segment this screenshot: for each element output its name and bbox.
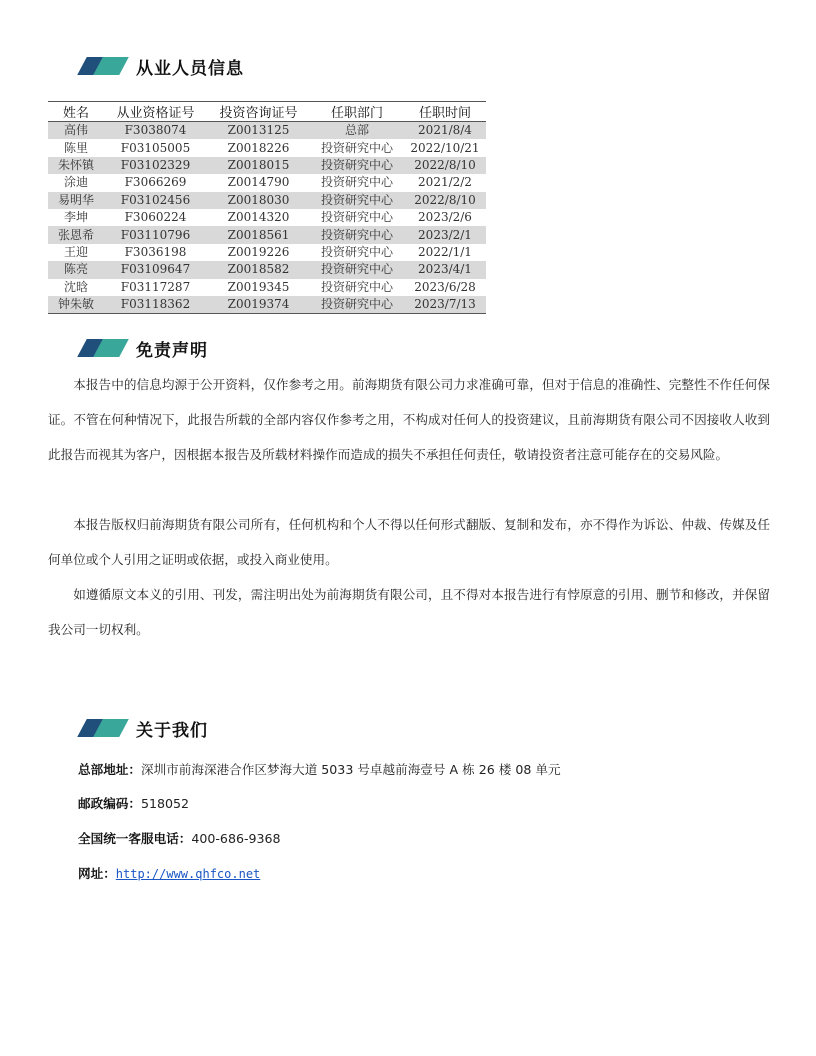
staff-table (48, 101, 486, 314)
cell-department: 投资研究中心 (320, 175, 393, 190)
cell-name: 沈晗 (63, 279, 88, 294)
cell-department: 投资研究中心 (320, 279, 393, 294)
cell-qualification-id: F3038074 (104, 122, 207, 140)
about-section-header (80, 716, 208, 740)
hotline-value: 400-686-9368 (191, 831, 281, 846)
cell-name: 王迎 (63, 244, 88, 259)
cell-department: 投资研究中心 (320, 210, 393, 225)
staff-section-header (80, 54, 244, 78)
table-row (48, 279, 486, 296)
cell-name: 张恩希 (48, 226, 104, 243)
header-consulting-id: 投资咨询证号 (207, 102, 310, 122)
header-department: 任职部门 (310, 102, 404, 122)
cell-consulting-id: Z0018030 (207, 192, 310, 209)
cell-department: 投资研究中心 (310, 261, 404, 278)
disclaimer-paragraph-2: 本报告版权归前海期货有限公司所有，任何机构和个人不得以任何形式翻版、复制和发布，亦不得作为诉讼、仲裁、传媒及任何单位或个人引用之证明或依据，或投入商业使用。 (48, 517, 770, 567)
cell-department: 投资研究中心 (320, 140, 393, 155)
hotline-label: 全国统一客服电话： (78, 831, 192, 846)
postcode-line (78, 793, 189, 812)
cell-qualification-id: F03117287 (120, 279, 191, 294)
cell-start-date: 2023/2/6 (418, 210, 472, 225)
table-row (48, 174, 486, 191)
cell-department: 投资研究中心 (310, 226, 404, 243)
cell-start-date: 2022/10/21 (410, 140, 480, 155)
section-bars-icon (80, 719, 126, 737)
header-name: 姓名 (48, 102, 104, 122)
cell-start-date: 2023/7/13 (404, 296, 486, 314)
table-row (48, 261, 486, 278)
cell-start-date: 2023/6/28 (414, 279, 476, 294)
cell-department: 投资研究中心 (310, 192, 404, 209)
cell-qualification-id: F03102329 (104, 157, 207, 174)
cell-qualification-id: F03102456 (104, 192, 207, 209)
postcode-value: 518052 (140, 796, 190, 811)
cell-consulting-id: Z0013125 (207, 122, 310, 140)
cell-name: 钟朱敏 (48, 296, 104, 314)
cell-name: 易明华 (48, 192, 104, 209)
cell-department: 投资研究中心 (310, 157, 404, 174)
cell-name: 陈亮 (48, 261, 104, 278)
disclaimer-paragraph-3: 如遵循原文本义的引用、刊发，需注明出处为前海期货有限公司，且不得对本报告进行有悖原意的引用、删节和修改，并保留我公司一切权利。 (48, 587, 770, 637)
cell-qualification-id: F3066269 (124, 175, 187, 190)
cell-qualification-id: F3036198 (124, 244, 187, 259)
staff-section-title: 从业人员信息 (136, 58, 244, 79)
disclaimer-title: 免责声明 (136, 340, 208, 361)
table-row (48, 226, 486, 243)
cell-start-date: 2023/2/1 (404, 226, 486, 243)
table-row (48, 122, 486, 140)
cell-consulting-id: Z0014790 (227, 175, 290, 190)
table-row (48, 296, 486, 314)
cell-start-date: 2022/8/10 (404, 157, 486, 174)
cell-name: 朱怀镇 (48, 157, 104, 174)
cell-consulting-id: Z0018582 (207, 261, 310, 278)
header-start-date: 任职时间 (404, 102, 486, 122)
cell-department: 投资研究中心 (310, 296, 404, 314)
cell-name: 高伟 (48, 122, 104, 140)
table-row (48, 192, 486, 209)
cell-start-date: 2021/2/2 (418, 175, 472, 190)
cell-start-date: 2022/8/10 (404, 192, 486, 209)
cell-start-date: 2023/4/1 (404, 261, 486, 278)
staff-table-header-row (48, 102, 486, 122)
cell-consulting-id: Z0019345 (227, 279, 290, 294)
cell-qualification-id: F03109647 (104, 261, 207, 278)
header-qualification-id: 从业资格证号 (104, 102, 207, 122)
website-line (78, 863, 260, 882)
table-row (48, 244, 486, 261)
section-bars-icon (80, 339, 126, 357)
address-label: 总部地址： (78, 762, 141, 777)
cell-department: 总部 (310, 122, 404, 140)
cell-name: 涂迪 (63, 175, 88, 190)
table-row (48, 157, 486, 174)
address-value: 深圳市前海深港合作区梦海大道 5033 号卓越前海壹号 A 栋 26 楼 08 单元 (140, 762, 561, 777)
cell-consulting-id: Z0018561 (207, 226, 310, 243)
table-row (48, 209, 486, 226)
cell-consulting-id: Z0019226 (227, 244, 290, 259)
section-bars-icon (80, 57, 126, 75)
cell-consulting-id: Z0014320 (227, 210, 290, 225)
cell-department: 投资研究中心 (320, 244, 393, 259)
table-row (48, 139, 486, 156)
cell-consulting-id: Z0018015 (207, 157, 310, 174)
about-title: 关于我们 (136, 720, 208, 741)
cell-name: 陈里 (63, 140, 88, 155)
cell-start-date: 2021/8/4 (404, 122, 486, 140)
cell-start-date: 2022/1/1 (418, 244, 472, 259)
website-link[interactable]: http://www.qhfco.net (115, 867, 261, 881)
cell-qualification-id: F03118362 (104, 296, 207, 314)
cell-qualification-id: F03110796 (104, 226, 207, 243)
cell-consulting-id: Z0018226 (227, 140, 290, 155)
disclaimer-section-header (80, 336, 208, 360)
cell-qualification-id: F03105005 (120, 140, 191, 155)
hotline-line (78, 828, 281, 847)
disclaimer-paragraph-1: 本报告中的信息均源于公开资料，仅作参考之用。前海期货有限公司力求准确可靠，但对于信息的准确性、完整性不作任何保证。不管在何种情况下，此报告所载的全部内容仅作参考之用，不构成对任何人的投资建议，且前海期货有限公司不因接收人收到此报告而视其为客户，因根据本报告及所载材料操作而造成的损失不承担任何责任，敬请投资者注意可能存在的交易风险。 (48, 377, 770, 462)
website-label: 网址： (78, 866, 116, 881)
cell-consulting-id: Z0019374 (207, 296, 310, 314)
address-line (78, 759, 561, 778)
postcode-label: 邮政编码： (78, 796, 141, 811)
cell-qualification-id: F3060224 (124, 210, 187, 225)
cell-name: 李坤 (63, 210, 88, 225)
